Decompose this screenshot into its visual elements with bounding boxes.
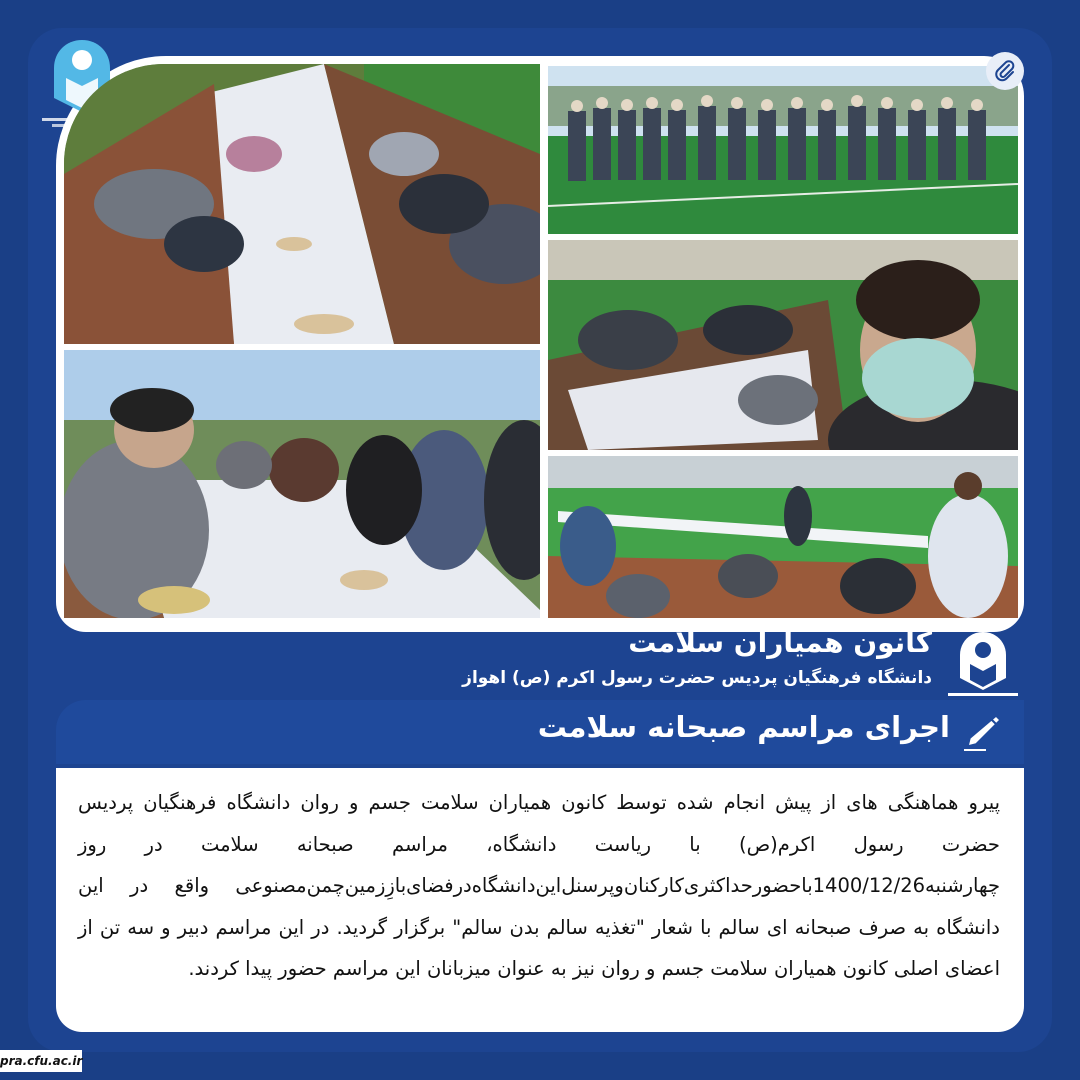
paperclip-icon xyxy=(986,52,1024,90)
brand-header xyxy=(422,624,1022,696)
university-logo-icon xyxy=(944,630,1022,700)
photo-group-standing xyxy=(548,66,1018,234)
page-title: اجرای مراسم صبحانه سلامت xyxy=(537,710,950,744)
photo-tablecloth xyxy=(548,456,1018,618)
pen-icon xyxy=(960,710,1004,754)
brand-subtitle: دانشگاه فرهنگیان پردیس حضرت رسول اکرم (ص) اهواز xyxy=(462,668,932,688)
body-card xyxy=(56,768,1024,1032)
title-bar xyxy=(56,700,1024,764)
photo-breakfast-on-grass xyxy=(64,64,540,344)
photo-selfie xyxy=(548,240,1018,450)
footer-url: pra.cfu.ac.ir xyxy=(0,1050,82,1072)
photo-eating-breakfast xyxy=(64,350,540,618)
body-text: پیرو هماهنگی های از پیش انجام شده توسط کانون همیاران سلامت جسم و روان دانشگاه فرهنگیان پردیس حضرت رسول اکرم(ص) با ریاست دانشگاه، مراسم صبحانه سلامت در روز چهارشنبه1400/12/26باحضورحداکثری‌کارکنان‌وپرسنل‌این‌دانشگاه‌درفضای‌بازِزمین‌چمن‌مصنوعی واقع در این دانشگاه به صرف صبحانه ای سالم با شعار "تغذیه سالم بدن سالم" برگزار گردید. در این مراسم دبیر و سه تن از اعضای اصلی کانون همیاران سلامت جسم و روان نیز به عنوان میزبانان این مراسم حضور پیدا کردند. xyxy=(78,791,1000,980)
brand-title: کانون همیاران سلامت xyxy=(628,626,932,659)
